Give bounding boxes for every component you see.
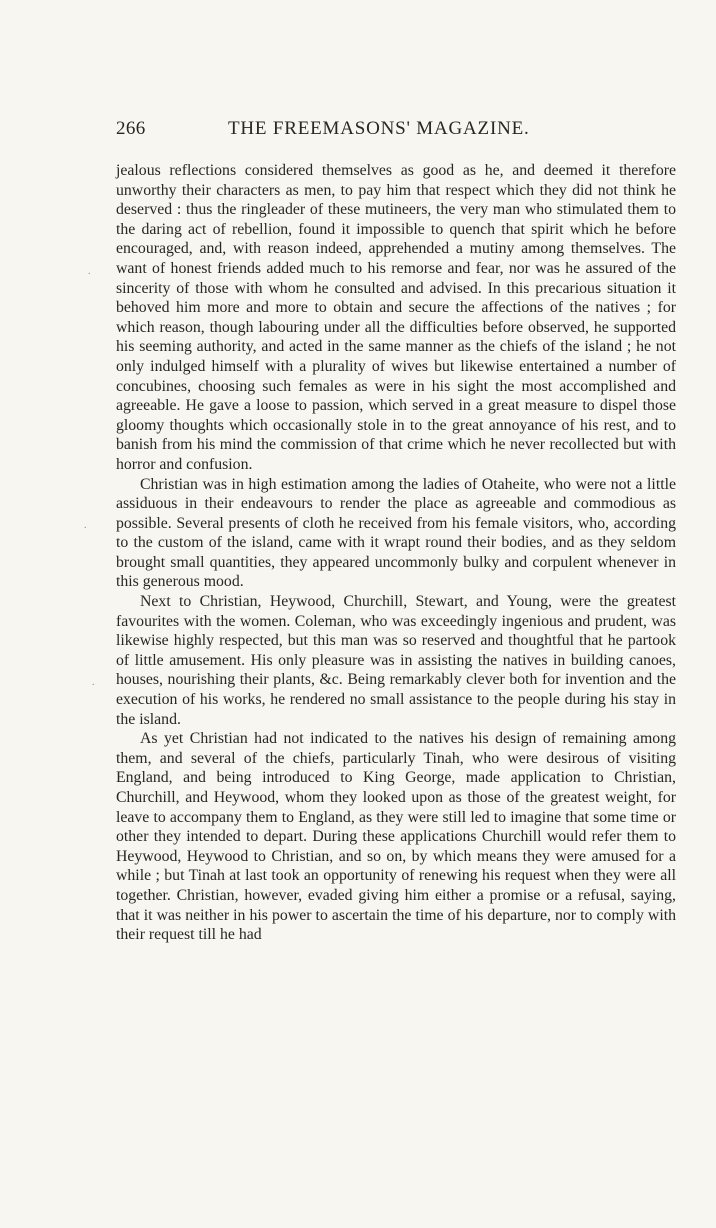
paragraph-1: jealous reflections considered themselves as good as he, and deemed it therefore unworthy their characters as men, to pay him that respect which they did not think he deserved : thus the ringleader of these mutineers, the very man who stimulated them to the daring act of rebellion, found it impossible to quench that spirit which he before encouraged, and, with reason indeed, apprehended a mutiny among themselves. The want of honest friends added much to his remorse and fear, nor was he assured of the sincerity of those with whom he consulted and advised. In this precarious situation it behoved him more and more to obtain and secure the affections of the natives ; for which reason, though labouring under all the difficulties before observed, he supported his seeming authority, and acted in the same manner as the chiefs of the island ; he not only indulged himself with a plurality of wives but likewise entertained a number of concubines, choosing such females as were in his sight the most accomplished and agreeable. He gave a loose to passion, which served in a great measure to dispel those gloomy thoughts which occasionally stole in to the great annoyance of his rest, and to banish from his mind the commission of that crime which he never recollected but with horror and confusion. xyxy=(116,162,676,473)
page-header xyxy=(116,118,676,142)
paragraph-4: As yet Christian had not indicated to the natives his design of remaining among them, and several of the chiefs, particularly Tinah, who were desirous of visiting England, and being introduced to King George, made application to Christian, Churchill, and Heywood, whom they looked upon as those of the greatest weight, for leave to accompany them to England, as they were still led to imagine that some time or other they intended to depart. During these applications Churchill would refer them to Heywood, Heywood to Christian, and so on, by which means they were amused for a while ; but Tinah at last took an opportunity of renewing his request when they were all together. Christian, however, evaded giving him either a promise or a refusal, saying, that it was neither in his power to ascertain the time of his departure, nor to comply with their request till he had xyxy=(116,730,676,944)
paragraph-3: Next to Christian, Heywood, Churchill, Stewart, and Young, were the greatest favourites with the women. Coleman, who was exceedingly ingenious and prudent, was likewise highly respected, but this man was so reserved and thoughtful that he partook of little amusement. His only pleasure was in assisting the natives in building canoes, houses, nourishing their plants, &c. Being remarkably clever both for invention and the execution of his works, he rendered no small assistance to the people during his stay in the island. xyxy=(116,593,676,728)
page-number: 266 xyxy=(116,118,146,139)
body-text xyxy=(116,161,676,945)
running-title: THE FREEMASONS' MAGAZINE. xyxy=(228,118,530,139)
margin-mark: . xyxy=(88,266,91,277)
paragraph-2: Christian was in high estimation among the ladies of Otaheite, who were not a little assiduous in their endeavours to render the place as agreeable and commodious as possible. Several presents of cloth he received from his female visitors, who, according to the custom of the island, came with it wrapt round their bodies, and as they seldom brought small quantities, they appeared uncommonly bulky and corpulent whenever in this generous mood. xyxy=(116,475,676,591)
margin-mark: . xyxy=(92,677,95,688)
margin-mark: . xyxy=(84,520,87,531)
